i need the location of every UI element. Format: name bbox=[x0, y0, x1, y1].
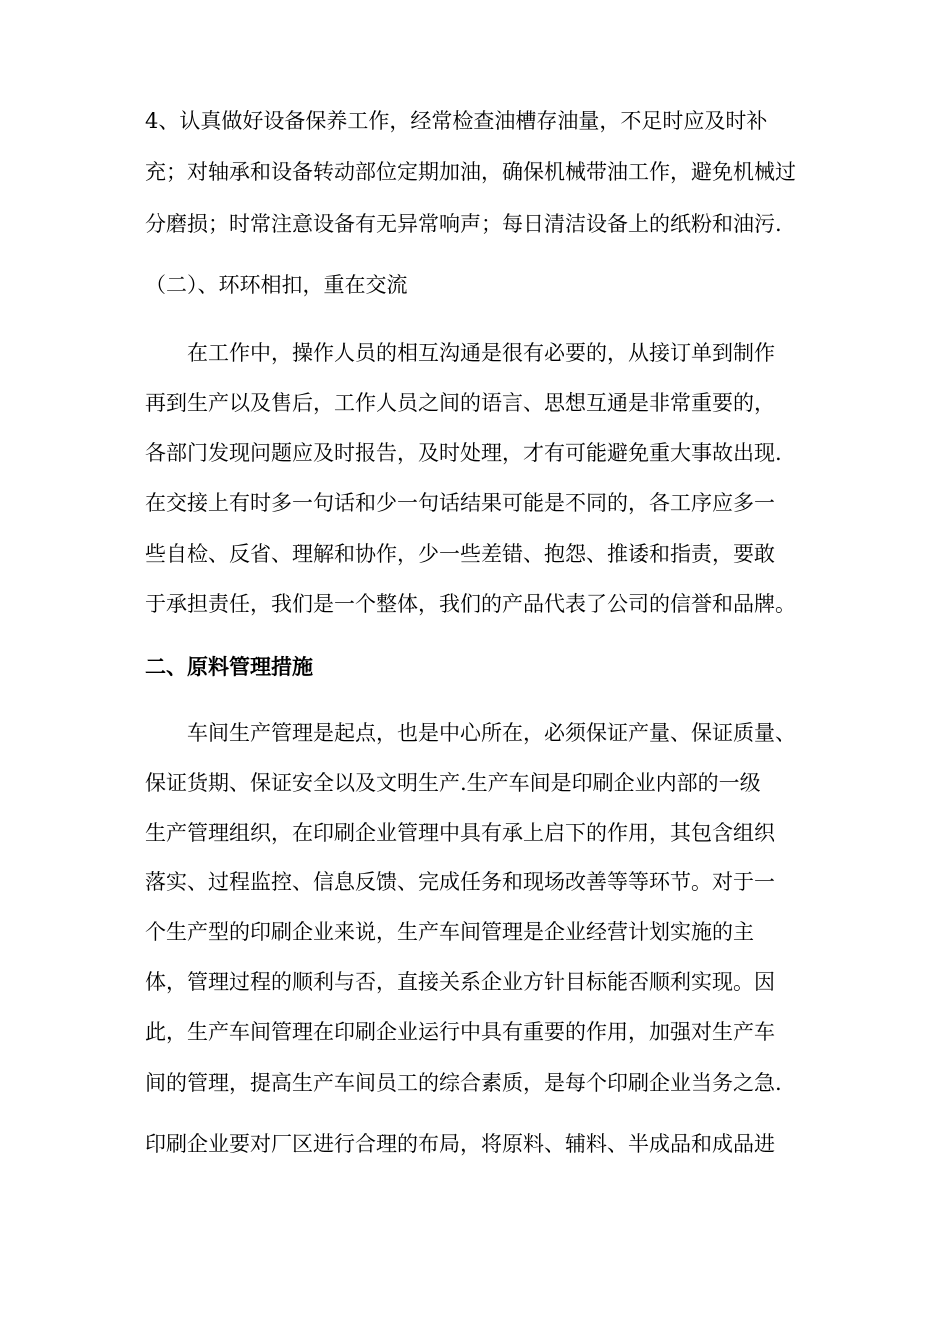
text-line: 印刷企业要对厂区进行合理的布局，将原料、辅料、半成品和成品进 bbox=[145, 1132, 775, 1156]
text-line: 间的管理，提高生产车间员工的综合素质，是每个印刷企业当务之急. bbox=[145, 1071, 782, 1095]
text-line: 落实、过程监控、信息反馈、完成任务和现场改善等等环节。对于一 bbox=[145, 870, 775, 894]
text-line: 在工作中，操作人员的相互沟通是很有必要的，从接订单到制作 bbox=[187, 341, 775, 365]
text-line: 在交接上有时多一句话和少一句话结果可能是不同的，各工序应多一 bbox=[145, 491, 775, 515]
text-line: 于承担责任，我们是一个整体，我们的产品代表了公司的信誉和品牌。 bbox=[145, 592, 796, 616]
text-line: 各部门发现问题应及时报告，及时处理，才有可能避免重大事故出现. bbox=[145, 441, 782, 465]
text-line: 个生产型的印刷企业来说，生产车间管理是企业经营计划实施的主 bbox=[145, 920, 754, 944]
text-line: 生产管理组织，在印刷企业管理中具有承上启下的作用，其包含组织 bbox=[145, 821, 775, 845]
text-line: 体，管理过程的顺利与否，直接关系企业方针目标能否顺利实现。因 bbox=[145, 970, 775, 994]
text-line: 些自检、反省、理解和协作，少一些差错、抱怨、推诿和指责，要敢 bbox=[145, 542, 775, 566]
text-line: 充；对轴承和设备转动部位定期加油，确保机械带油工作，避免机械过 bbox=[145, 160, 796, 184]
section-heading: 二、原料管理措施 bbox=[145, 655, 313, 679]
text-line: 保证货期、保证安全以及文明生产.生产车间是印刷企业内部的一级 bbox=[145, 771, 761, 795]
text-line: 车间生产管理是起点，也是中心所在，必须保证产量、保证质量、 bbox=[187, 721, 796, 745]
text-line: 4、认真做好设备保养工作，经常检查油槽存油量，不足时应及时补 bbox=[145, 109, 768, 133]
text-line: 此，生产车间管理在印刷企业运行中具有重要的作用，加强对生产车 bbox=[145, 1020, 775, 1044]
text-line: 分磨损；时常注意设备有无异常响声；每日清洁设备上的纸粉和油污. bbox=[145, 212, 782, 236]
text-line: 再到生产以及售后，工作人员之间的语言、思想互通是非常重要的， bbox=[145, 391, 775, 415]
subheading: （二）、环环相扣，重在交流 bbox=[145, 273, 408, 297]
